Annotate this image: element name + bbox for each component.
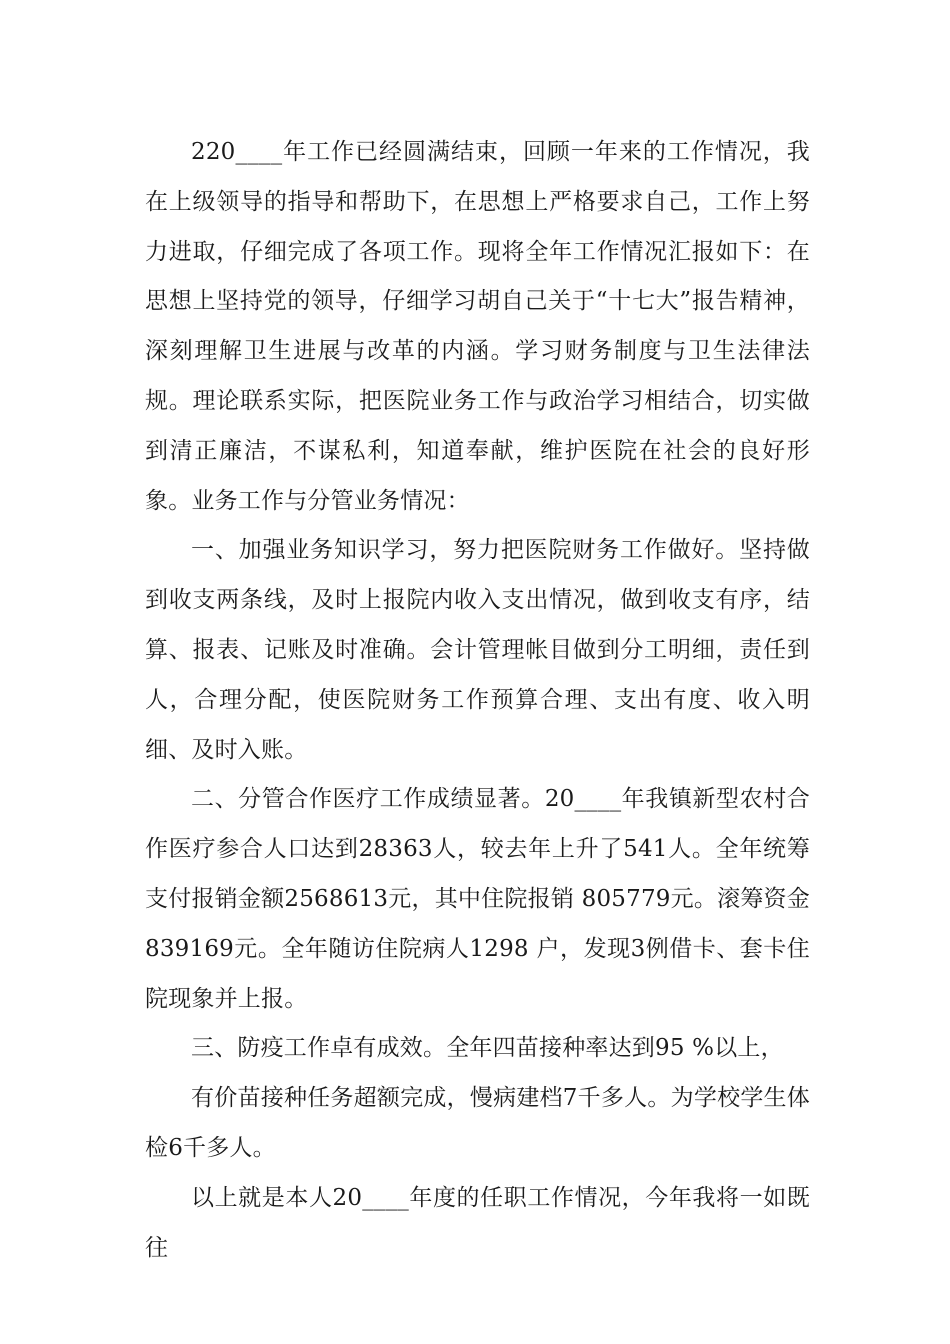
paragraph-conclusion: 以上就是本人20____年度的任职工作情况，今年我将一如既往 xyxy=(145,1184,810,1261)
paragraph-vaccination: 有价苗接种任务超额完成，慢病建档7千多人。为学校学生体检6千多人。 xyxy=(145,1085,810,1161)
paragraph-finance: 一、加强业务知识学习，努力把医院财务工作做好。坚持做到收支两条线，及时上报院内收入支出情况，做到收支有序，结算、报表、记账及时准确。会计管理帐目做到分工明细，责任到人，合理分配，使医院财务工作预算合理、支出有度、收入明细、及时入账。 xyxy=(145,537,810,763)
paragraph-cooperative-medical: 二、分管合作医疗工作成绩显著。20____年我镇新型农村合作医疗参合人口达到28363人，较去年上升了541人。全年统筹支付报销金额2568613元，其中住院报销 805779元。滚筹资金839169元。全年随访住院病人1298 户，发现3例借卡、套卡住院现象并上报。 xyxy=(145,786,810,1012)
paragraph-epidemic-prevention: 三、防疫工作卓有成效。全年四苗接种率达到95 %以上， xyxy=(191,1035,784,1062)
document-body xyxy=(145,128,810,1273)
paragraph-intro: 220____年工作已经圆满结束，回顾一年来的工作情况，我在上级领导的指导和帮助下，在思想上严格要求自己，工作上努力进取，仔细完成了各项工作。现将全年工作情况汇报如下：在思想上坚持党的领导，仔细学习胡自己关于“十七大”报告精神，深刻理解卫生进展与改革的内涵。学习财务制度与卫生法律法规。理论联系实际，把医院业务工作与政治学习相结合，切实做到清正廉洁，不谋私利，知道奉献，维护医院在社会的良好形象。业务工作与分管业务情况： xyxy=(145,139,810,514)
